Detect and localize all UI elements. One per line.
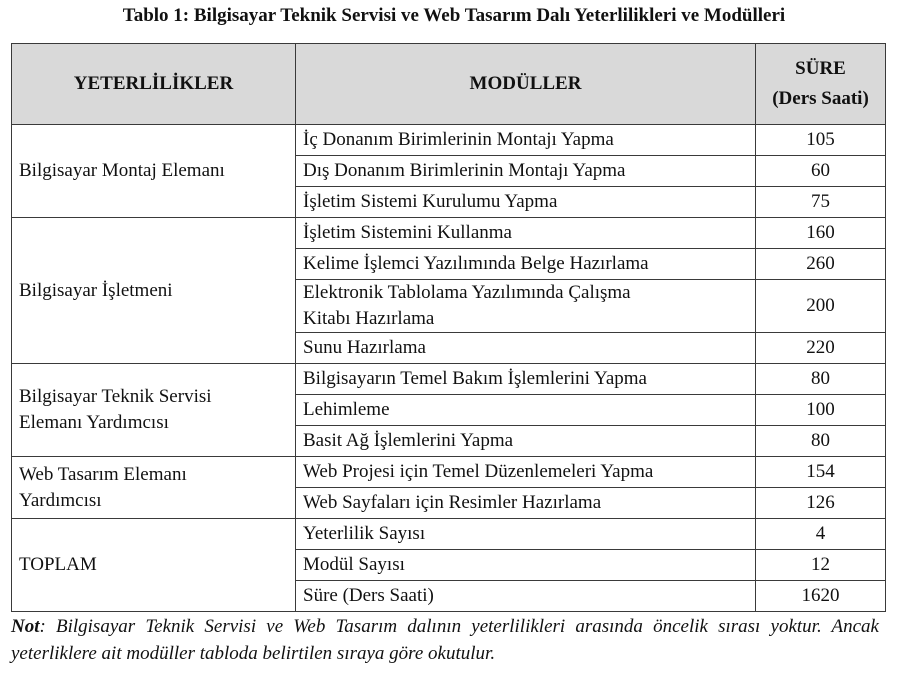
header-yeterlilikler: YETERLİLİKLER bbox=[12, 44, 296, 125]
hours-cell: 12 bbox=[756, 550, 886, 581]
module-cell: Yeterlilik Sayısı bbox=[296, 519, 756, 550]
hours-cell: 80 bbox=[756, 364, 886, 395]
module-cell: Dış Donanım Birimlerinin Montajı Yapma bbox=[296, 156, 756, 187]
qualification-cell: Bilgisayar Montaj Elemanı bbox=[12, 125, 296, 218]
module-cell: Web Sayfaları için Resimler Hazırlama bbox=[296, 488, 756, 519]
hours-cell: 126 bbox=[756, 488, 886, 519]
module-cell: Modül Sayısı bbox=[296, 550, 756, 581]
note-label: Not bbox=[11, 616, 40, 637]
table-row bbox=[12, 457, 886, 488]
hours-cell: 60 bbox=[756, 156, 886, 187]
hours-cell: 105 bbox=[756, 125, 886, 156]
module-cell: İşletim Sistemini Kullanma bbox=[296, 218, 756, 249]
qualifications-table bbox=[11, 43, 886, 612]
module-cell: İşletim Sistemi Kurulumu Yapma bbox=[296, 187, 756, 218]
hours-cell: 200 bbox=[756, 280, 886, 333]
header-sure-line1: SÜRE bbox=[795, 58, 846, 79]
table-row bbox=[12, 218, 886, 249]
table-row bbox=[12, 364, 886, 395]
module-cell: İç Donanım Birimlerinin Montajı Yapma bbox=[296, 125, 756, 156]
module-cell: Web Projesi için Temel Düzenlemeleri Yapma bbox=[296, 457, 756, 488]
table-row bbox=[12, 125, 886, 156]
header-moduller: MODÜLLER bbox=[296, 44, 756, 125]
hours-cell: 4 bbox=[756, 519, 886, 550]
header-sure-line2: (Ders Saati) bbox=[772, 88, 869, 109]
header-sure bbox=[756, 44, 886, 125]
total-label-cell: TOPLAM bbox=[12, 519, 296, 612]
hours-cell: 160 bbox=[756, 218, 886, 249]
table-header-row bbox=[12, 44, 886, 125]
module-cell: Sunu Hazırlama bbox=[296, 333, 756, 364]
module-cell: Elektronik Tablolama Yazılımında Çalışma Kitabı Hazırlama bbox=[296, 280, 756, 333]
hours-cell: 1620 bbox=[756, 581, 886, 612]
module-cell: Basit Ağ İşlemlerini Yapma bbox=[296, 426, 756, 457]
table-title: Tablo 1: Bilgisayar Teknik Servisi ve Web Tasarım Dalı Yeterlilikleri ve Modülleri bbox=[122, 5, 786, 26]
module-cell: Süre (Ders Saati) bbox=[296, 581, 756, 612]
hours-cell: 154 bbox=[756, 457, 886, 488]
hours-cell: 220 bbox=[756, 333, 886, 364]
hours-cell: 75 bbox=[756, 187, 886, 218]
note-text: : Bilgisayar Teknik Servisi ve Web Tasarım dalının yeterlilikleri arasında öncelik sırası yoktur. Ancak yeterliklere ait modüller tabloda belirtilen sıraya göre okutulur. bbox=[11, 616, 879, 664]
table-row bbox=[12, 519, 886, 550]
hours-cell: 100 bbox=[756, 395, 886, 426]
module-cell: Kelime İşlemci Yazılımında Belge Hazırlama bbox=[296, 249, 756, 280]
qualification-cell: Bilgisayar İşletmeni bbox=[12, 218, 296, 364]
qualification-cell: Web Tasarım Elemanı Yardımcısı bbox=[12, 457, 296, 519]
table-note bbox=[11, 613, 879, 667]
qualification-cell: Bilgisayar Teknik Servisi Elemanı Yardımcısı bbox=[12, 364, 296, 457]
hours-cell: 260 bbox=[756, 249, 886, 280]
module-cell: Bilgisayarın Temel Bakım İşlemlerini Yapma bbox=[296, 364, 756, 395]
hours-cell: 80 bbox=[756, 426, 886, 457]
module-cell: Lehimleme bbox=[296, 395, 756, 426]
